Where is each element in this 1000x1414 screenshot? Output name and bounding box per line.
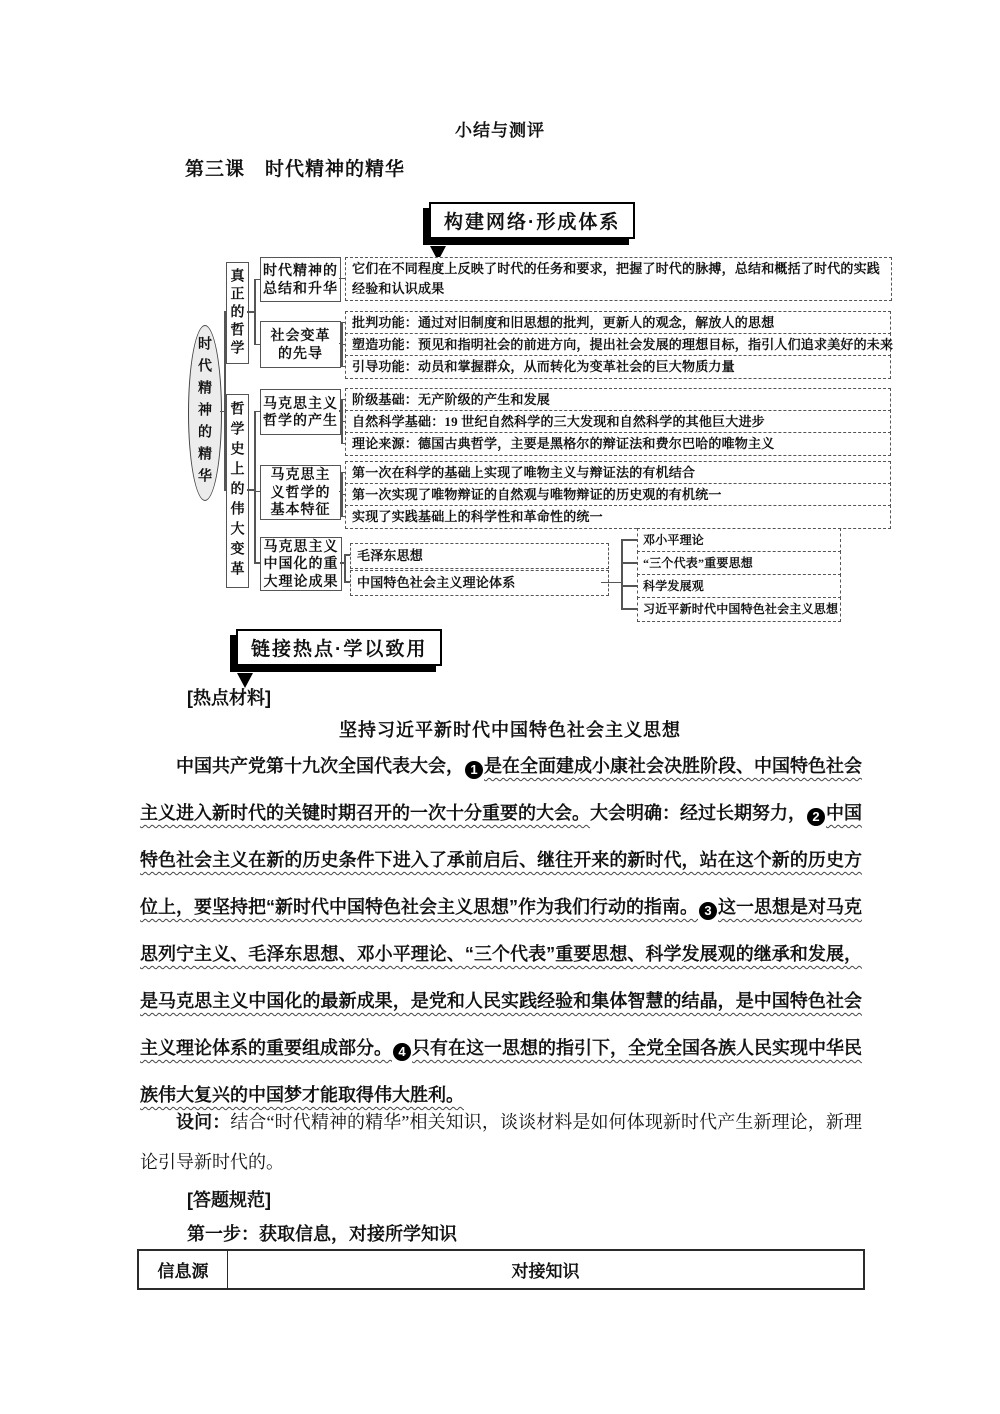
diagram-node-social-change [260,321,341,368]
diagram-leaf: 批判功能：通过对旧制度和旧思想的批判，更新人的观念，解放人的思想 [345,311,891,335]
question-paragraph [140,1102,862,1182]
connector-line [341,344,345,346]
lesson-title: 第三课 时代精神的精华 [185,159,406,180]
material-title: 坚持习近平新时代中国特色社会主义思想 [339,720,681,740]
connector-line [254,344,261,346]
diagram-leaf: 第一次在科学的基础上实现了唯物主义与辩证法的有机结合 [345,461,891,485]
diagram-leaf: 邓小平理论 [637,528,841,553]
diagram-leaf: 科学发展观 [637,574,841,599]
diagram-leaf: 习近平新时代中国特色社会主义思想 [637,597,841,622]
material-segment: 这一思想是对马克思列宁主义、毛泽东思想、邓小平理论、“三个代表”重要思想、科学发展观的继承和发展，是马克思主义中国化的最新成果，是党和人民实践经验和集体智慧的结晶，是中国特色社会主义理论体系的重要组成部分。 [140,897,862,1058]
connector-line [621,608,637,610]
connector-line [341,494,345,496]
diagram-leaf: 毛泽东思想 [350,543,609,569]
diagram-leaf: 实现了实践基础上的科学性和革命性的统一 [345,505,891,529]
hot-material-label: [热点材料] [187,688,271,708]
table-header-knowledge: 对接知识 [511,1262,580,1281]
banner-network-label: 构建网络·形成体系 [444,212,621,233]
connector-line [339,278,345,280]
diagram-node-marxism-birth [260,389,341,435]
node-label-line: 中国化的重 [263,555,339,572]
branch-label: 哲学史上的伟大变革 [229,401,246,581]
diagram-leaf: 中国特色社会主义理论体系 [350,570,609,596]
material-segment: 中国特色社会主义在新的历史条件下进入了承前启后、继往开来的新时代，站在这个新的历史方位上，要坚持把“新时代中国特色社会主义思想”作为我们行动的指南。 [140,803,862,917]
branch-label: 真正的哲学 [229,268,246,358]
connector-line [601,582,622,584]
step1-heading: 第一步：获取信息，对接所学知识 [187,1224,457,1244]
connector-line [341,366,345,368]
connector-line [341,443,345,445]
connector-line [254,411,256,564]
diagram-leaf: 自然科学基础：19 世纪自然科学的三大发现和自然科学的其他巨大进步 [345,410,891,434]
question-text: 结合“时代精神的精华”相关知识，谈谈材料是如何体现新时代产生新理论，新理论引导新时代的。 [140,1112,863,1172]
circled-number-icon: 2 [807,808,825,826]
diagram-leaf: 塑造功能：预见和指明社会的前进方向，提出社会发展的理想目标，指引人们追求美好的未来 [345,333,891,357]
node-label-line: 义哲学的 [270,483,331,500]
connector-line [254,411,261,413]
connector-line [621,540,623,610]
connector-line [341,516,345,518]
question-lead: 设问： [176,1112,231,1132]
connector-line [341,421,345,423]
node-label-line: 马克思主义 [263,537,339,554]
answer-spec-label: [答题规范] [187,1190,271,1210]
material-paragraph [140,743,862,1119]
connector-line [224,311,227,313]
material-segment: 中国共产党第十九次全国代表大会， [176,756,464,776]
connector-line [344,581,350,583]
node-label-line: 总结和升华 [263,279,338,296]
connector-line [341,472,345,474]
node-label-line: 马克思主 [270,466,331,483]
node-label-line: 时代精神的 [263,262,338,278]
connector-line [341,399,345,401]
connector-line [344,555,346,583]
connector-line [254,279,261,281]
diagram-leaf: 第一次实现了唯物辩证的自然观与唯物辩证的历史观的有机统一 [345,483,891,507]
node-label-line: 哲学的产生 [263,412,338,428]
node-label-line: 的先导 [278,344,323,361]
circled-number-icon: 4 [393,1043,411,1061]
connector-line [224,311,226,490]
page-title: 小结与测评 [455,121,545,140]
node-label-line: 社会变革 [270,327,331,343]
diagram-leaf: 引导功能：动员和掌握群众，从而转化为变革社会的巨大物质力量 [345,355,891,379]
section-banner-hotspot [236,629,442,666]
circled-number-icon: 1 [465,761,483,779]
table-header-source: 信息源 [139,1251,228,1288]
connector-line [254,491,261,493]
node-label-line: 马克思主义 [263,394,338,411]
diagram-node-summary-sublimation [260,257,341,302]
node-label-line: 大理论成果 [263,572,339,589]
material-segment: 大会明确：经过长期努力， [590,803,806,823]
diagram-node-basic-features [260,465,341,520]
connector-line [621,585,637,587]
connector-line [254,562,261,564]
connector-line [224,489,227,491]
diagram-leaf: 它们在不同程度上反映了时代的任务和要求，把握了时代的脉搏，总结和概括了时代的实践经验和认识成果 [345,257,892,301]
diagram-branch-great-revolution [226,394,249,588]
connector-line [621,562,637,564]
knowledge-table [137,1249,865,1290]
node-label-line: 基本特征 [270,501,331,518]
connector-line [341,322,345,324]
banner-hotspot-label: 链接热点·学以致用 [251,639,428,660]
diagram-leaf: 理论来源：德国古典哲学，主要是黑格尔的辩证法和费尔巴哈的唯物主义 [345,432,891,456]
diagram-root-node [188,325,222,501]
connector-line [344,554,350,556]
material-segment: 只有在这一思想的指引下，全党全国各族人民实现中华民族伟大复兴的中国梦才能取得伟大胜利。 [140,1038,862,1105]
section-banner-network [429,202,635,239]
diagram-leaf: 阶级基础：无产阶级的产生和发展 [345,388,891,412]
diagram-branch-true-philosophy [226,262,249,364]
diagram-root-label: 时代精神的精华 [197,336,213,490]
connector-line [254,279,256,346]
material-segment: 是在全面建成小康社会决胜阶段、中国特色社会主义进入新时代的关键时期召开的一次十分重要的大会。 [140,756,862,823]
diagram-node-sinicization [260,537,342,591]
connector-line [621,539,637,541]
diagram-leaf: “三个代表”重要思想 [637,551,841,576]
circled-number-icon: 3 [699,902,717,920]
